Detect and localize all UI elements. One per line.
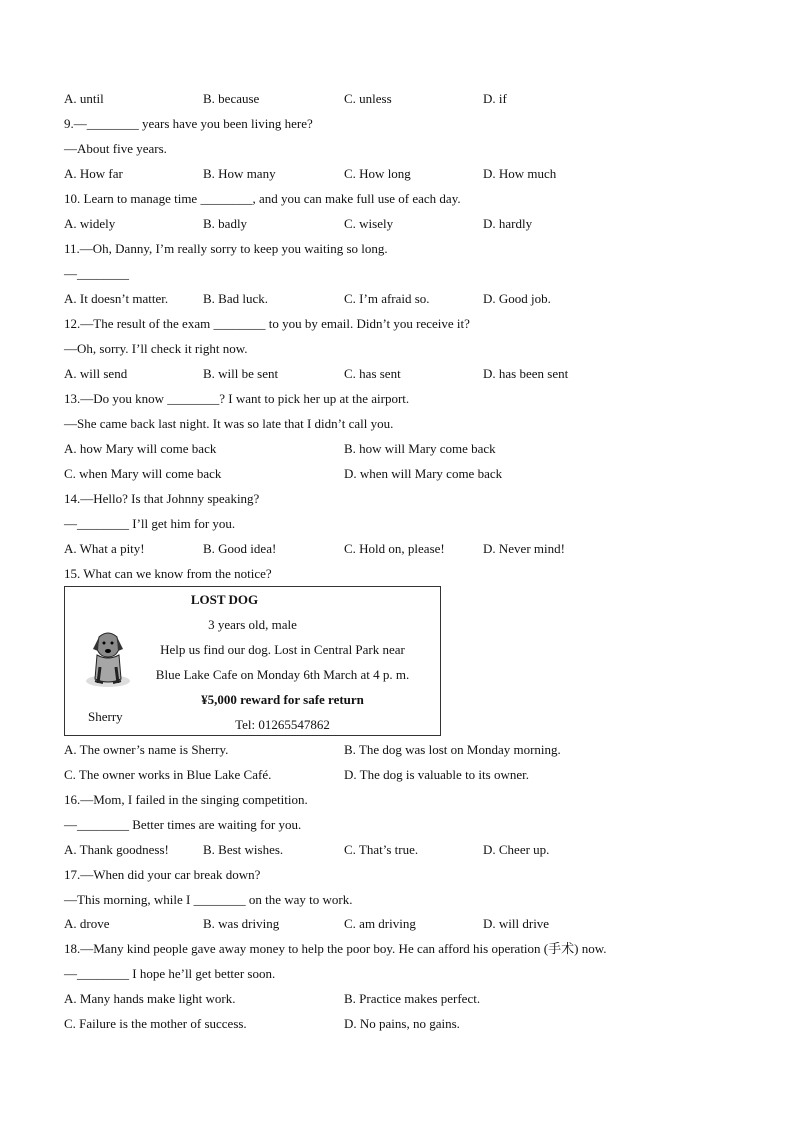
q18-option-b: B. Practice makes perfect. (344, 991, 481, 1006)
q13-option-d: D. when will Mary come back (344, 466, 503, 481)
q14-answer-line: —________ I’ll get him for you. (64, 516, 236, 531)
q11-option-d: D. Good job. (483, 291, 551, 306)
q11-options (64, 291, 724, 307)
q8-option-c: C. unless (344, 91, 392, 106)
notice-lost-line: Help us find our dog. Lost in Central Park near (160, 642, 405, 657)
q16-option-d: D. Cheer up. (483, 842, 550, 857)
q8-option-a: A. until (64, 91, 104, 106)
q14-option-b: B. Good idea! (203, 541, 277, 556)
q10-option-c: C. wisely (344, 216, 394, 231)
q16-options (64, 842, 724, 858)
q18-options-row2 (64, 1016, 724, 1032)
lost-dog-notice (64, 586, 441, 736)
q13-option-b: B. how will Mary come back (344, 441, 496, 456)
q10-option-b: B. badly (203, 216, 248, 231)
q12-answer-line: —Oh, sorry. I’ll check it right now. (64, 341, 248, 356)
q17-option-a: A. drove (64, 916, 110, 931)
q16-option-c: C. That’s true. (344, 842, 419, 857)
q11-option-a: A. It doesn’t matter. (64, 291, 169, 306)
q8-options (64, 91, 724, 107)
q10-option-a: A. widely (64, 216, 116, 231)
q18-option-c: C. Failure is the mother of success. (64, 1016, 247, 1031)
q14-option-c: C. Hold on, please! (344, 541, 445, 556)
notice-tel-line: Tel: 01265547862 (235, 717, 330, 732)
q10-option-d: D. hardly (483, 216, 533, 231)
q18-stem: 18.—Many kind people gave away money to help the poor boy. He can afford his operation (手术) now. (64, 941, 607, 956)
q10-options (64, 216, 724, 232)
q12-option-c: C. has sent (344, 366, 401, 381)
q18-option-a: A. Many hands make light work. (64, 991, 236, 1006)
q15-option-b: B. The dog was lost on Monday morning. (344, 742, 561, 757)
q11-answer-line: —________ (64, 266, 129, 281)
notice-location-line: Blue Lake Cafe on Monday 6th March at 4 p. m. (155, 667, 410, 682)
q14-stem: 14.—Hello? Is that Johnny speaking? (64, 491, 260, 506)
q14-option-d: D. Never mind! (483, 541, 565, 556)
q14-options (64, 541, 724, 557)
q9-stem: 9.—________ years have you been living here? (64, 116, 313, 131)
q12-options (64, 366, 724, 382)
q15-stem: 15. What can we know from the notice? (64, 566, 272, 581)
q13-stem: 13.—Do you know ________? I want to pick her up at the airport. (64, 391, 410, 406)
notice-reward-line: ¥5,000 reward for safe return (201, 692, 364, 707)
q8-option-d: D. if (483, 91, 507, 106)
q11-stem: 11.—Oh, Danny, I’m really sorry to keep you waiting so long. (64, 241, 388, 256)
dog-picture (83, 627, 133, 693)
q16-option-a: A. Thank goodness! (64, 842, 169, 857)
q9-option-b: B. How many (203, 166, 276, 181)
q17-stem: 17.—When did your car break down? (64, 867, 261, 882)
q10-stem: 10. Learn to manage time ________, and you can make full use of each day. (64, 191, 461, 206)
q16-option-b: B. Best wishes. (203, 842, 284, 857)
q12-option-b: B. will be sent (203, 366, 279, 381)
q16-answer-line: —________ Better times are waiting for you. (64, 817, 302, 832)
q15-option-d: D. The dog is valuable to its owner. (344, 767, 529, 782)
q16-stem: 16.—Mom, I failed in the singing competition. (64, 792, 308, 807)
q15-option-c: C. The owner works in Blue Lake Café. (64, 767, 272, 782)
q11-option-c: C. I’m afraid so. (344, 291, 430, 306)
q12-stem: 12.—The result of the exam ________ to you by email. Didn’t you receive it? (64, 316, 470, 331)
q9-option-a: A. How far (64, 166, 123, 181)
q18-options-row1 (64, 991, 724, 1007)
q11-option-b: B. Bad luck. (203, 291, 268, 306)
q13-options-row2 (64, 466, 724, 482)
q17-option-b: B. was driving (203, 916, 280, 931)
q12-option-a: A. will send (64, 366, 128, 381)
q8-option-b: B. because (203, 91, 260, 106)
q13-options-row1 (64, 441, 724, 457)
q18-option-d: D. No pains, no gains. (344, 1016, 460, 1031)
q14-option-a: A. What a pity! (64, 541, 145, 556)
q17-option-c: C. am driving (344, 916, 416, 931)
q17-options (64, 916, 724, 932)
q17-option-d: D. will drive (483, 916, 550, 931)
q9-option-c: C. How long (344, 166, 411, 181)
notice-age-line: 3 years old, male (208, 617, 297, 632)
dog-name: Sherry (88, 709, 123, 724)
q17-answer-line: —This morning, while I ________ on the way to work. (64, 892, 353, 907)
q9-options (64, 166, 724, 182)
q13-answer-line: —She came back last night. It was so late that I didn’t call you. (64, 416, 394, 431)
q9-answer-line: —About five years. (64, 141, 167, 156)
q15-option-a: A. The owner’s name is Sherry. (64, 742, 229, 757)
q18-answer-line: —________ I hope he’ll get better soon. (64, 966, 276, 981)
notice-title: LOST DOG (190, 592, 259, 607)
q15-options-row1 (64, 742, 724, 758)
q13-option-c: C. when Mary will come back (64, 466, 222, 481)
q9-option-d: D. How much (483, 166, 557, 181)
q13-option-a: A. how Mary will come back (64, 441, 217, 456)
q15-options-row2 (64, 767, 724, 783)
q12-option-d: D. has been sent (483, 366, 569, 381)
